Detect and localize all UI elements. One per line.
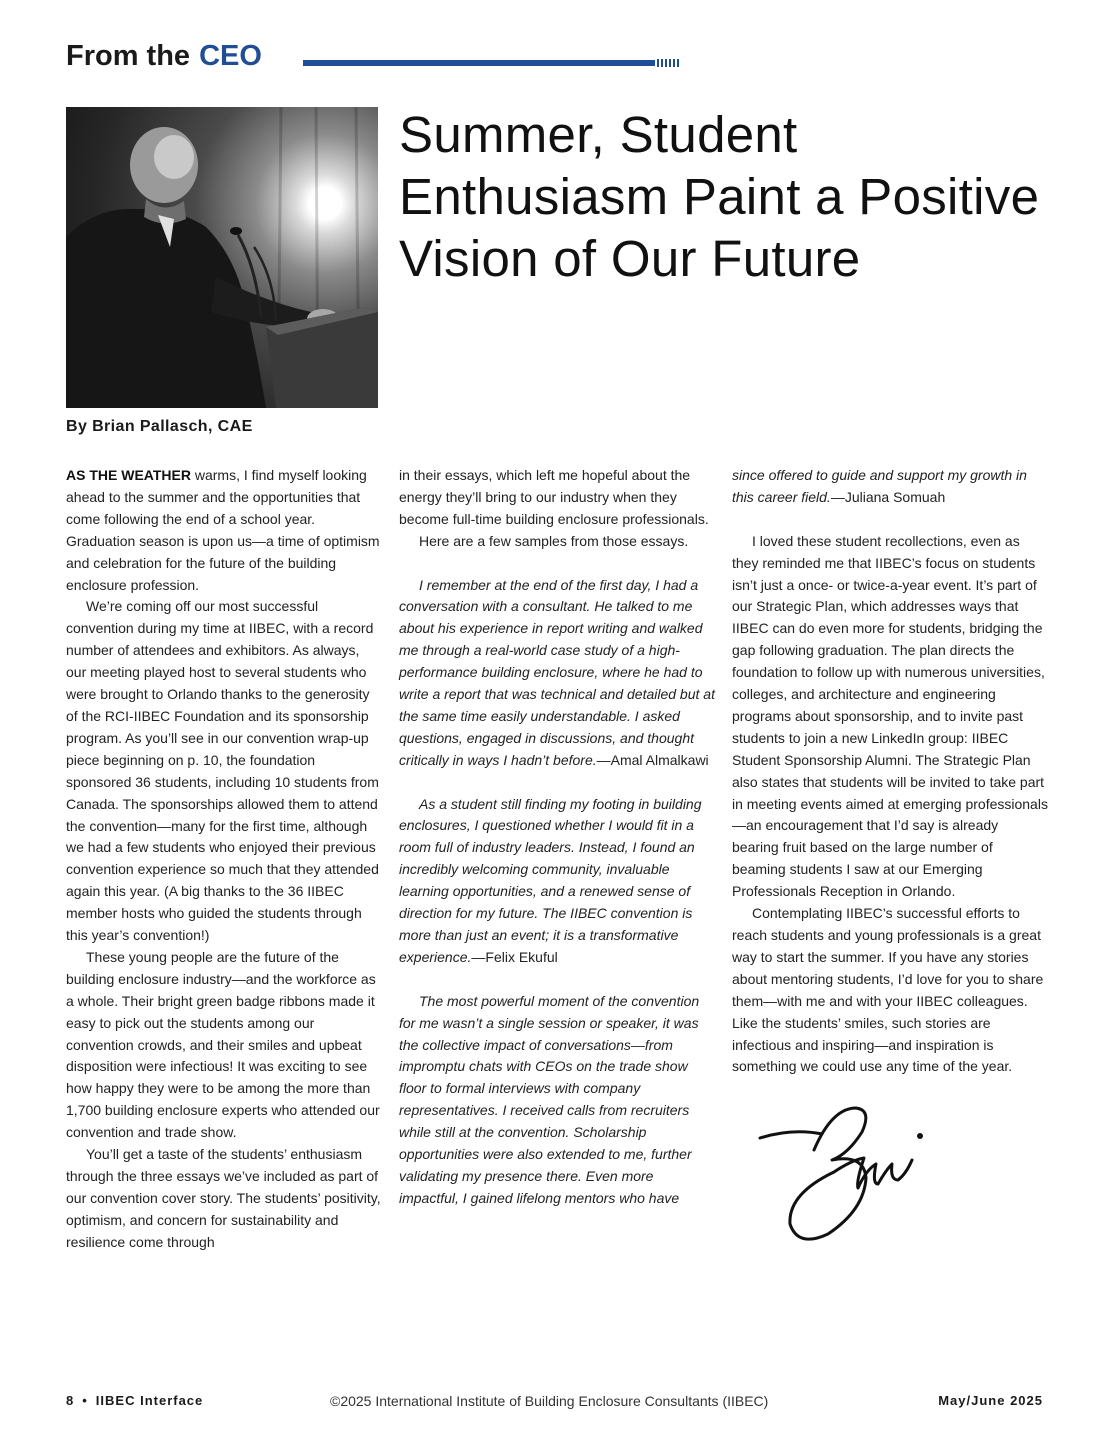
quote-text: As a student still finding my footing in building enclosures, I questioned whether I would fit in a room full of industry leaders. Instead, I found an incredibly welcoming community, invaluable learning opportunities, and a renewed sense of direction for my future. The IIBEC convention is more than just an event; it is a transformative experience.: [399, 795, 702, 965]
paragraph: Contemplating IIBEC’s successful efforts to reach students and young professionals is a great way to start the summer. If you have any stories about mentoring students, I’d love for you to share them—with me and with your IIBEC colleagues. Like the students’ smiles, such stories are infectious and inspiring—and inspiration is something we could use any time of the year.: [732, 905, 1044, 1075]
quote-text: I remember at the end of the first day, I had a conversation with a consultant. He talked to me about his experience in report writing and walked me through a real-world case study of a high-performance building enclosure, where he had to write a report that was technical and detailed but at the same time easily understandable. I asked questions, engaged in discussions, and thought critically in ways I hadn’t before.: [399, 576, 715, 768]
handwritten-signature: [752, 1098, 932, 1248]
lead-in: AS THE WEATHER: [66, 467, 191, 483]
paragraph: [66, 465, 382, 596]
student-quote: [399, 794, 715, 969]
quote-attribution: —Amal Almalkawi: [596, 751, 709, 768]
footer-separator: •: [82, 1393, 88, 1408]
quote-attribution: —Felix Ekuful: [471, 948, 558, 965]
quote-text: since offered to guide and support my growth in this career field.: [732, 467, 1027, 505]
headline: Summer, Student Enthusiasm Paint a Positive Vision of Our Future: [399, 106, 1040, 287]
section-highlight: CEO: [199, 39, 262, 72]
column-1: [66, 465, 382, 1254]
paragraph-text: warms, I find myself looking ahead to the summer and the opportunities that come following the end of a school year. Graduation season is upon us—a time of optimism and celebration for the future of the building enclosure profession.: [66, 467, 380, 593]
byline: By Brian Pallasch, CAE: [66, 418, 253, 435]
header-rule: [303, 60, 655, 66]
page-footer: [0, 1393, 1109, 1413]
paragraph: These young people are the future of the building enclosure industry—and the workforce as a whole. Their bright green badge ribbons made it easy to pick out the students among our convention crowds, and their smiles and upbeat disposition were infectious! It was exciting to see how happy they were to be among the more than 1,700 building enclosure experts who attended our convention and trade show.: [66, 948, 380, 1141]
publication-name: IIBEC Interface: [95, 1393, 204, 1408]
column-3: [732, 465, 1048, 1078]
paragraph: Here are a few samples from those essays.: [419, 532, 689, 549]
copyright: ©2025 International Institute of Building Enclosure Consultants (IIBEC): [330, 1393, 769, 1409]
page-number: 8: [66, 1393, 75, 1408]
section-prefix: From the: [66, 39, 191, 72]
quote-attribution: —Juliana Somuah: [830, 488, 946, 505]
footer-left: [66, 1393, 203, 1408]
paragraph: We’re coming off our most successful convention during my time at IIBEC, with a record number of attendees and exhibitors. As always, our meeting played host to several students who were brought to Orlando thanks to the generosity of the RCI-IIBEC Foundation and its sponsorship program. As you’ll see in our convention wrap-up piece beginning on p. 10, the foundation sponsored 36 students, including 10 students from Canada. The sponsorships allowed them to attend the convention—many for the first time, although we had a few students who enjoyed their previous convention experience so much that they attended again this year. (A big thanks to the 36 IIBEC member hosts who guided the students through this year’s convention!): [66, 598, 379, 944]
speaker-at-podium-photo: [66, 107, 378, 408]
header-rule-ticks: [657, 59, 679, 67]
paragraph: in their essays, which left me hopeful about the energy they’ll bring to our industry when they become full-time building enclosure professionals.: [399, 467, 709, 527]
student-quote-continued: [732, 465, 1048, 509]
issue-date: May/June 2025: [938, 1393, 1043, 1408]
student-quote: The most powerful moment of the convention for me wasn’t a single session or speaker, it was the collective impact of conversations—from impromptu chats with CEOs on the trade show floor to formal interviews with company representatives. I received calls from recruiters while still at the convention. Scholarship opportunities were also extended to me, further validating my presence there. Even more impactful, I gained lifelong mentors who have: [399, 992, 700, 1206]
section-header: [66, 36, 262, 76]
column-2: [399, 465, 715, 1210]
paragraph: You’ll get a taste of the students’ enthusiasm through the three essays we’ve included as part of our convention cover story. The students’ positivity, optimism, and concern for sustainability and resilience come through: [66, 1146, 381, 1250]
paragraph: I loved these student recollections, even as they reminded me that IIBEC’s focus on students isn’t just a once- or twice-a-year event. It’s part of our Strategic Plan, which addresses ways that IIBEC can do even more for students, bridging the gap following graduation. The plan directs the foundation to follow up with numerous universities, colleges, and architecture and engineering programs about sponsorship, and to invite past students to join a new LinkedIn group: IIBEC Student Sponsorship Alumni. The Strategic Plan also states that students will be invited to take part in meeting events aimed at emerging professionals—an encouragement that I’d say is already bearing fruit based on the large number of beaming students I saw at our Emerging Professionals Reception in Orlando.: [732, 532, 1048, 900]
student-quote: [399, 575, 715, 772]
